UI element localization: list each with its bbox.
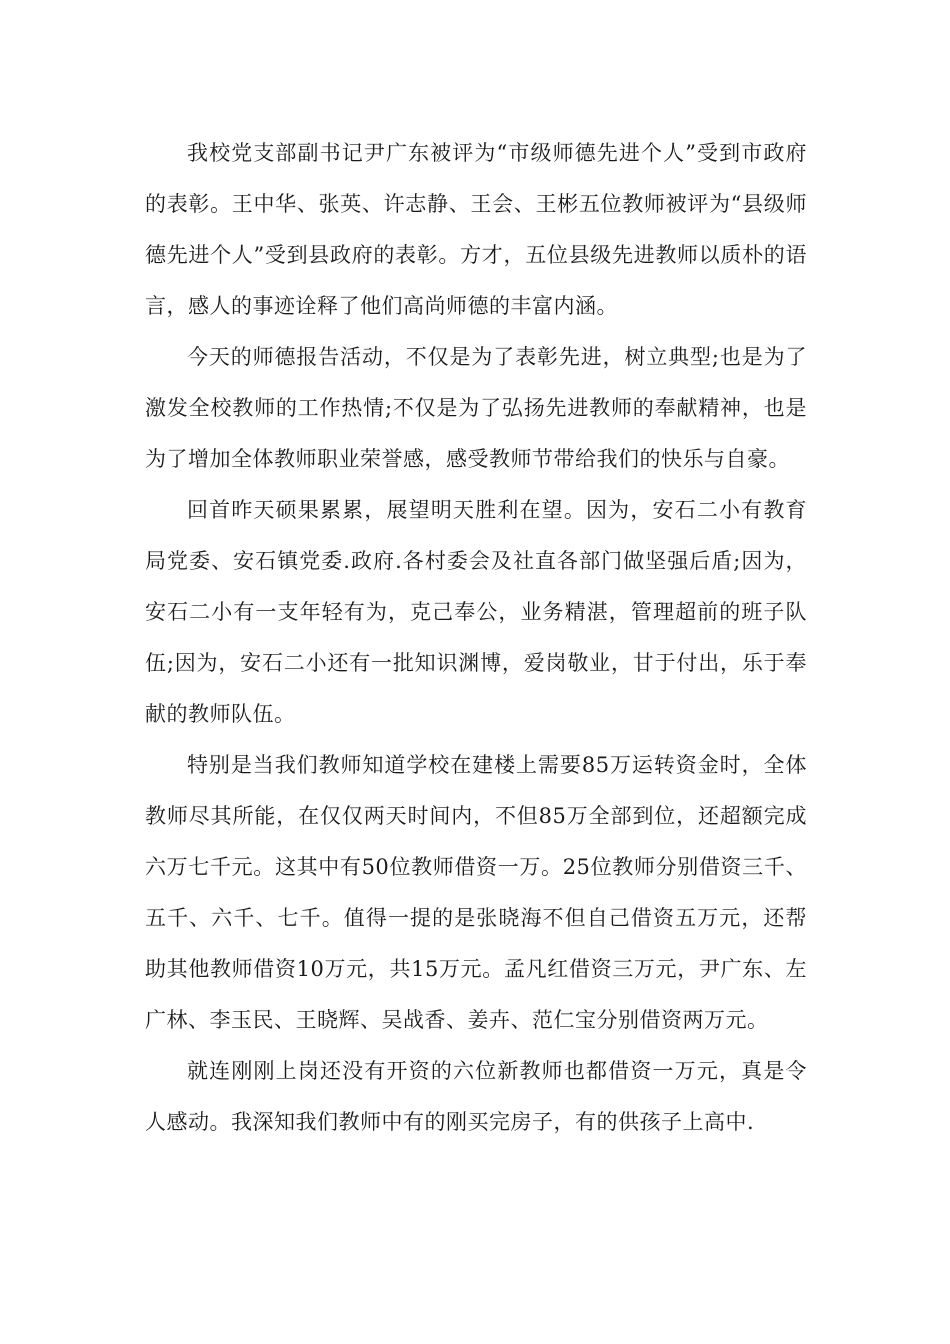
paragraph-1: 我校党支部副书记尹广东被评为“市级师德先进个人”受到市政府的表彰。王中华、张英、许志静、王会、王彬五位教师被评为“县级师德先进个人”受到县政府的表彰。方才，五位县级先进教师以质朴的语言，感人的事迹诠释了他们高尚师德的丰富内涵。 — [145, 141, 807, 318]
paragraph-5: 就连刚刚上岗还没有开资的六位新教师也都借资一万元，真是令人感动。我深知我们教师中有的刚买完房子，有的供孩子上高中. — [145, 1059, 807, 1134]
paragraph-3: 回首昨天硕果累累，展望明天胜利在望。因为，安石二小有教育局党委、安石镇党委.政府.各村委会及社直各部门做坚强后盾;因为，安石二小有一支年轻有为，克己奉公，业务精湛，管理超前的班子队伍;因为，安石二小还有一批知识渊博，爱岗敬业，甘于付出，乐于奉献的教师队伍。 — [145, 498, 807, 726]
paragraph-4: 特别是当我们教师知道学校在建楼上需要85万运转资金时，全体教师尽其所能，在仅仅两天时间内，不但85万全部到位，还超额完成六万七千元。这其中有50位教师借资一万。25位教师分别借资三千、五千、六千、七千。值得一提的是张晓海不但自己借资五万元，还帮助其他教师借资10万元，共15万元。孟凡红借资三万元，尹广东、左广林、李玉民、王晓辉、吴战香、姜卉、范仁宝分别借资两万元。 — [145, 753, 807, 1032]
document-body — [145, 128, 807, 1148]
paragraph-2: 今天的师德报告活动，不仅是为了表彰先进，树立典型;也是为了激发全校教师的工作热情;不仅是为了弘扬先进教师的奉献精神，也是为了增加全体教师职业荣誉感，感受教师节带给我们的快乐与自豪。 — [145, 345, 807, 471]
